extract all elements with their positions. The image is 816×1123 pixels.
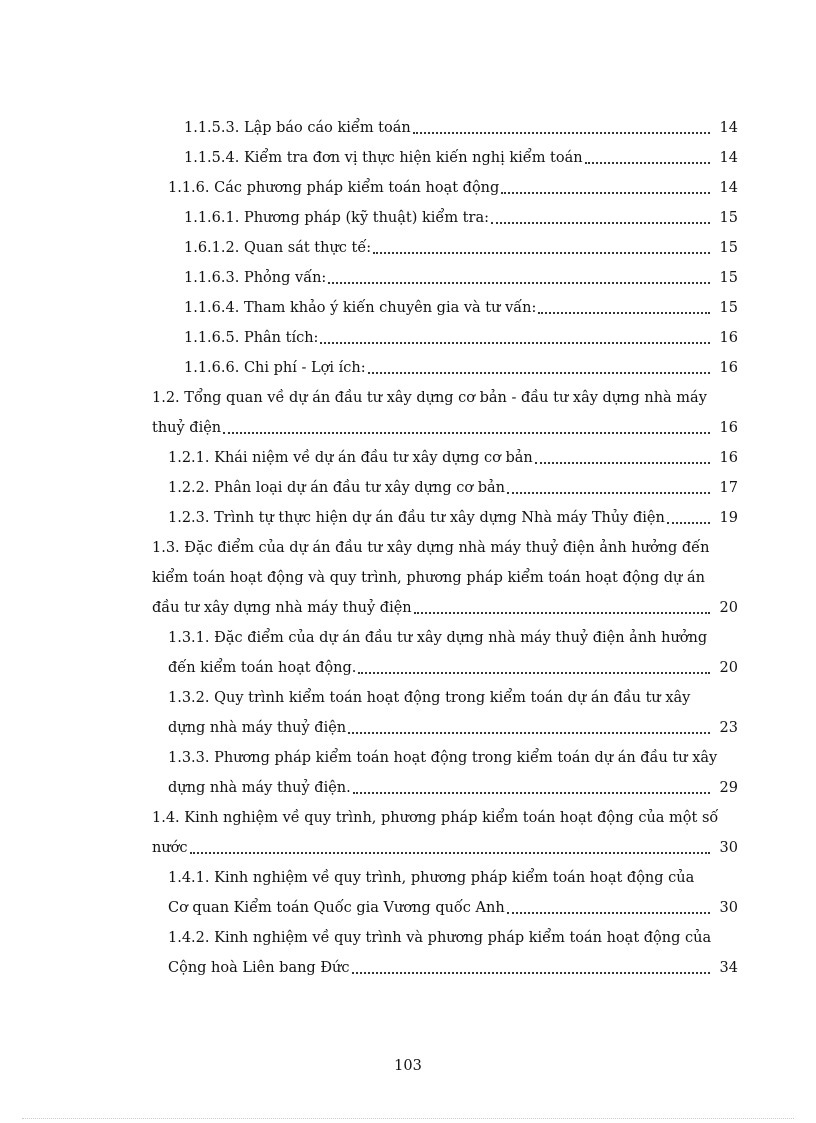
toc-leader-dots [368, 372, 710, 374]
toc-entry-1.4.2[interactable] [168, 948, 738, 978]
toc-entry-title: 1.1.6.3. Phỏng vấn: [184, 270, 327, 286]
toc-page-number: 16 [719, 420, 738, 436]
toc-entry-1.3.1-line-1[interactable] [168, 618, 738, 648]
toc-entry-1.6.1.2[interactable] [184, 228, 738, 258]
toc-entry-title-cont: nước [152, 840, 188, 856]
toc-entry-title: 1.4.1. Kinh nghiệm về quy trình, phương pháp kiểm toán hoạt động của [168, 870, 695, 886]
toc-leader-dots [501, 192, 710, 194]
toc-entry-1.3-line-2[interactable] [152, 558, 738, 588]
toc-page-number: 15 [719, 210, 738, 226]
toc-entry-1.4.2-line-1[interactable] [168, 918, 738, 948]
toc-leader-dots [190, 852, 710, 854]
toc-page-number: 16 [719, 360, 738, 376]
toc-entry-1.1.5.3[interactable] [184, 108, 738, 138]
toc-page-number: 14 [719, 180, 738, 196]
toc-leader-dots [667, 522, 710, 524]
toc-entry-1.1.6.4[interactable] [184, 288, 738, 318]
toc-entry-1.2.2[interactable] [168, 468, 738, 498]
toc-entry-1.3.3[interactable] [168, 768, 738, 798]
toc-page-number: 30 [719, 900, 738, 916]
toc-page-number: 15 [719, 300, 738, 316]
toc-leader-dots [223, 432, 710, 434]
toc-entry-title-cont: thuỷ điện [152, 420, 222, 436]
toc-entry-1.3[interactable] [152, 588, 738, 618]
toc-page-number: 19 [719, 510, 738, 526]
toc-entry-1.3.3-line-1[interactable] [168, 738, 738, 768]
toc-entry-title-cont: Cộng hoà Liên bang Đức [168, 960, 350, 976]
toc-leader-dots [507, 912, 710, 914]
toc-page-number: 23 [719, 720, 738, 736]
toc-entry-title: 1.3. Đặc điểm của dự án đầu tư xây dựng nhà máy thuỷ điện ảnh hưởng đến [152, 540, 710, 556]
toc-entry-title: 1.3.2. Quy trình kiểm toán hoạt động trong kiểm toán dự án đầu tư xây [168, 690, 691, 706]
toc-leader-dots [328, 282, 710, 284]
toc-entry-1.1.6.3[interactable] [184, 258, 738, 288]
toc-entry-1.2.1[interactable] [168, 438, 738, 468]
toc-entry-1.2-line-1[interactable] [152, 378, 738, 408]
toc-entry-title: 1.1.5.3. Lập báo cáo kiểm toán [184, 120, 411, 136]
toc-leader-dots [353, 792, 710, 794]
toc-entry-title: 1.1.5.4. Kiểm tra đơn vị thực hiện kiến nghị kiểm toán [184, 150, 583, 166]
toc-leader-dots [373, 252, 710, 254]
toc-entry-title: 1.1.6.1. Phương pháp (kỹ thuật) kiểm tra: [184, 210, 489, 226]
toc-entry-1.3.2[interactable] [168, 708, 738, 738]
toc-leader-dots [414, 612, 710, 614]
toc-entry-title: 1.2. Tổng quan về dự án đầu tư xây dựng cơ bản - đầu tư xây dựng nhà máy [152, 390, 707, 406]
toc-entry-1.4-line-1[interactable] [152, 798, 738, 828]
toc-page-number: 14 [719, 120, 738, 136]
toc-leader-dots [507, 492, 710, 494]
toc-leader-dots [352, 972, 711, 974]
toc-entry-title: 1.2.2. Phân loại dự án đầu tư xây dựng cơ bản [168, 480, 505, 496]
toc-page-number: 29 [719, 780, 738, 796]
toc-page-number: 34 [719, 960, 738, 976]
toc-leader-dots [538, 312, 710, 314]
toc-entry-1.3-line-1[interactable] [152, 528, 738, 558]
toc-entry-title-cont: dựng nhà máy thuỷ điện. [168, 780, 351, 796]
toc-entry-title-cont: dựng nhà máy thuỷ điện [168, 720, 347, 736]
toc-entry-1.4.1-line-1[interactable] [168, 858, 738, 888]
toc-entry-1.4.1[interactable] [168, 888, 738, 918]
toc-leader-dots [320, 342, 710, 344]
toc-entry-1.4[interactable] [152, 828, 738, 858]
toc-entry-title: 1.4. Kinh nghiệm về quy trình, phương pháp kiểm toán hoạt động của một số [152, 810, 719, 826]
toc-leader-dots [348, 732, 710, 734]
toc-page-number: 15 [719, 240, 738, 256]
toc-leader-dots [585, 162, 710, 164]
toc-leader-dots [491, 222, 710, 224]
toc-entry-title: 1.3.3. Phương pháp kiểm toán hoạt động trong kiểm toán dự án đầu tư xây [168, 750, 718, 766]
toc-page-number: 15 [719, 270, 738, 286]
toc-page-number: 14 [719, 150, 738, 166]
toc-entry-1.2[interactable] [152, 408, 738, 438]
toc-entry-title: 1.2.3. Trình tự thực hiện dự án đầu tư xây dựng Nhà máy Thủy điện [168, 510, 665, 526]
toc-leader-dots [535, 462, 710, 464]
toc-entry-title: 1.1.6. Các phương pháp kiểm toán hoạt động [168, 180, 500, 196]
toc-page-number: 16 [719, 450, 738, 466]
toc-page-number: 16 [719, 330, 738, 346]
toc-entry-1.3.2-line-1[interactable] [168, 678, 738, 708]
toc-entry-title: 1.3.1. Đặc điểm của dự án đầu tư xây dựng nhà máy thuỷ điện ảnh hưởng [168, 630, 708, 646]
toc-page-number: 20 [719, 600, 738, 616]
toc-entry-1.1.6.1[interactable] [184, 198, 738, 228]
toc-entry-1.1.6.5[interactable] [184, 318, 738, 348]
toc-entry-title: 1.2.1. Khái niệm về dự án đầu tư xây dựng cơ bản [168, 450, 533, 466]
toc-page-number: 20 [719, 660, 738, 676]
toc-entry-1.1.6.6[interactable] [184, 348, 738, 378]
toc-entry-title: 1.1.6.6. Chi phí - Lợi ích: [184, 360, 366, 376]
toc-entry-title: 1.4.2. Kinh nghiệm về quy trình và phương pháp kiểm toán hoạt động của [168, 930, 712, 946]
toc-page-number: 30 [719, 840, 738, 856]
toc-entry-title-cont: kiểm toán hoạt động và quy trình, phương pháp kiểm toán hoạt động dự án [152, 570, 705, 586]
toc-entry-title: 1.1.6.4. Tham khảo ý kiến chuyên gia và tư vấn: [184, 300, 537, 316]
page-bottom-divider [22, 1118, 794, 1119]
toc-entry-title-cont: đến kiểm toán hoạt động. [168, 660, 357, 676]
toc-leader-dots [413, 132, 710, 134]
toc-entry-title-cont: đầu tư xây dựng nhà máy thuỷ điện [152, 600, 412, 616]
toc-page-number: 17 [719, 480, 738, 496]
toc-entry-1.1.5.4[interactable] [184, 138, 738, 168]
page-number-footer: 103 [394, 1058, 422, 1074]
toc-entry-title-cont: Cơ quan Kiểm toán Quốc gia Vương quốc Anh [168, 900, 505, 916]
toc-entry-1.3.1[interactable] [168, 648, 738, 678]
toc-leader-dots [358, 672, 710, 674]
toc-entry-title: 1.1.6.5. Phân tích: [184, 330, 319, 346]
toc-entry-1.1.6[interactable] [168, 168, 738, 198]
toc-entry-title: 1.6.1.2. Quan sát thực tế: [184, 240, 372, 256]
toc-entry-1.2.3[interactable] [168, 498, 738, 528]
